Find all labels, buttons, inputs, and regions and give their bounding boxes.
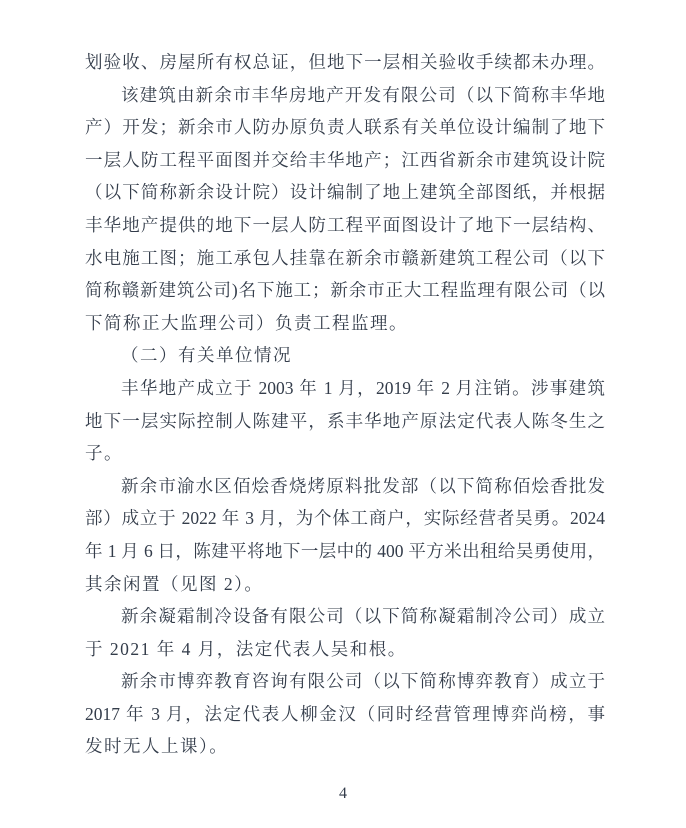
text-line: 2017 年 3 月，法定代表人柳金汉（同时经营管理博弈尚榜，事	[85, 703, 605, 724]
text-line: 该建筑由新余市丰华房地产开发有限公司（以下简称丰华地	[121, 84, 605, 105]
page-number: 4	[339, 785, 347, 802]
text-line: 地下一层实际控制人陈建平，系丰华地产原法定代表人陈冬生之	[85, 410, 605, 431]
text-line: 一层人防工程平面图并交给丰华地产；江西省新余市建筑设计院	[85, 149, 605, 170]
body-text	[85, 46, 605, 763]
text-line: 部）成立于 2022 年 3 月，为个体工商户，实际经营者吴勇。2024	[85, 508, 605, 529]
text-line: 划验收、房屋所有权总证，但地下一层相关验收手续都未办理。	[85, 52, 605, 72]
text-line: 其余闲置（见图 2）。	[85, 573, 264, 594]
page-footer	[0, 784, 686, 804]
text-line: （以下简称新余设计院）设计编制了地上建筑全部图纸，并根据	[85, 182, 605, 203]
text-line: 新余市渝水区佰烩香烧烤原料批发部（以下简称佰烩香批发	[121, 475, 605, 496]
section-heading: （二）有关单位情况	[121, 345, 292, 366]
text-line: 丰华地产提供的地下一层人防工程平面图设计了地下一层结构、	[85, 214, 605, 235]
text-line: 产）开发；新余市人防办原负责人联系有关单位设计编制了地下	[85, 117, 605, 138]
text-line: 于 2021 年 4 月，法定代表人吴和根。	[85, 638, 407, 659]
text-line: 简称赣新建筑公司)名下施工；新余市正大工程监理有限公司（以	[85, 280, 605, 301]
text-line: 发时无人上课）。	[85, 736, 229, 757]
text-line: 水电施工图；施工承包人挂靠在新余市赣新建筑工程公司（以下	[85, 247, 605, 268]
text-line: 新余市博弈教育咨询有限公司（以下简称博弈教育）成立于	[121, 671, 605, 692]
text-line: 子。	[85, 443, 123, 464]
text-line: 新余凝霜制冷设备有限公司（以下简称凝霜制冷公司）成立	[121, 606, 605, 627]
text-line: 年 1 月 6 日，陈建平将地下一层中的 400 平方米出租给吴勇使用，	[85, 540, 605, 561]
text-line: 下简称正大监理公司）负责工程监理。	[85, 312, 408, 333]
text-line: 丰华地产成立于 2003 年 1 月，2019 年 2 月注销。涉事建筑	[121, 377, 605, 398]
